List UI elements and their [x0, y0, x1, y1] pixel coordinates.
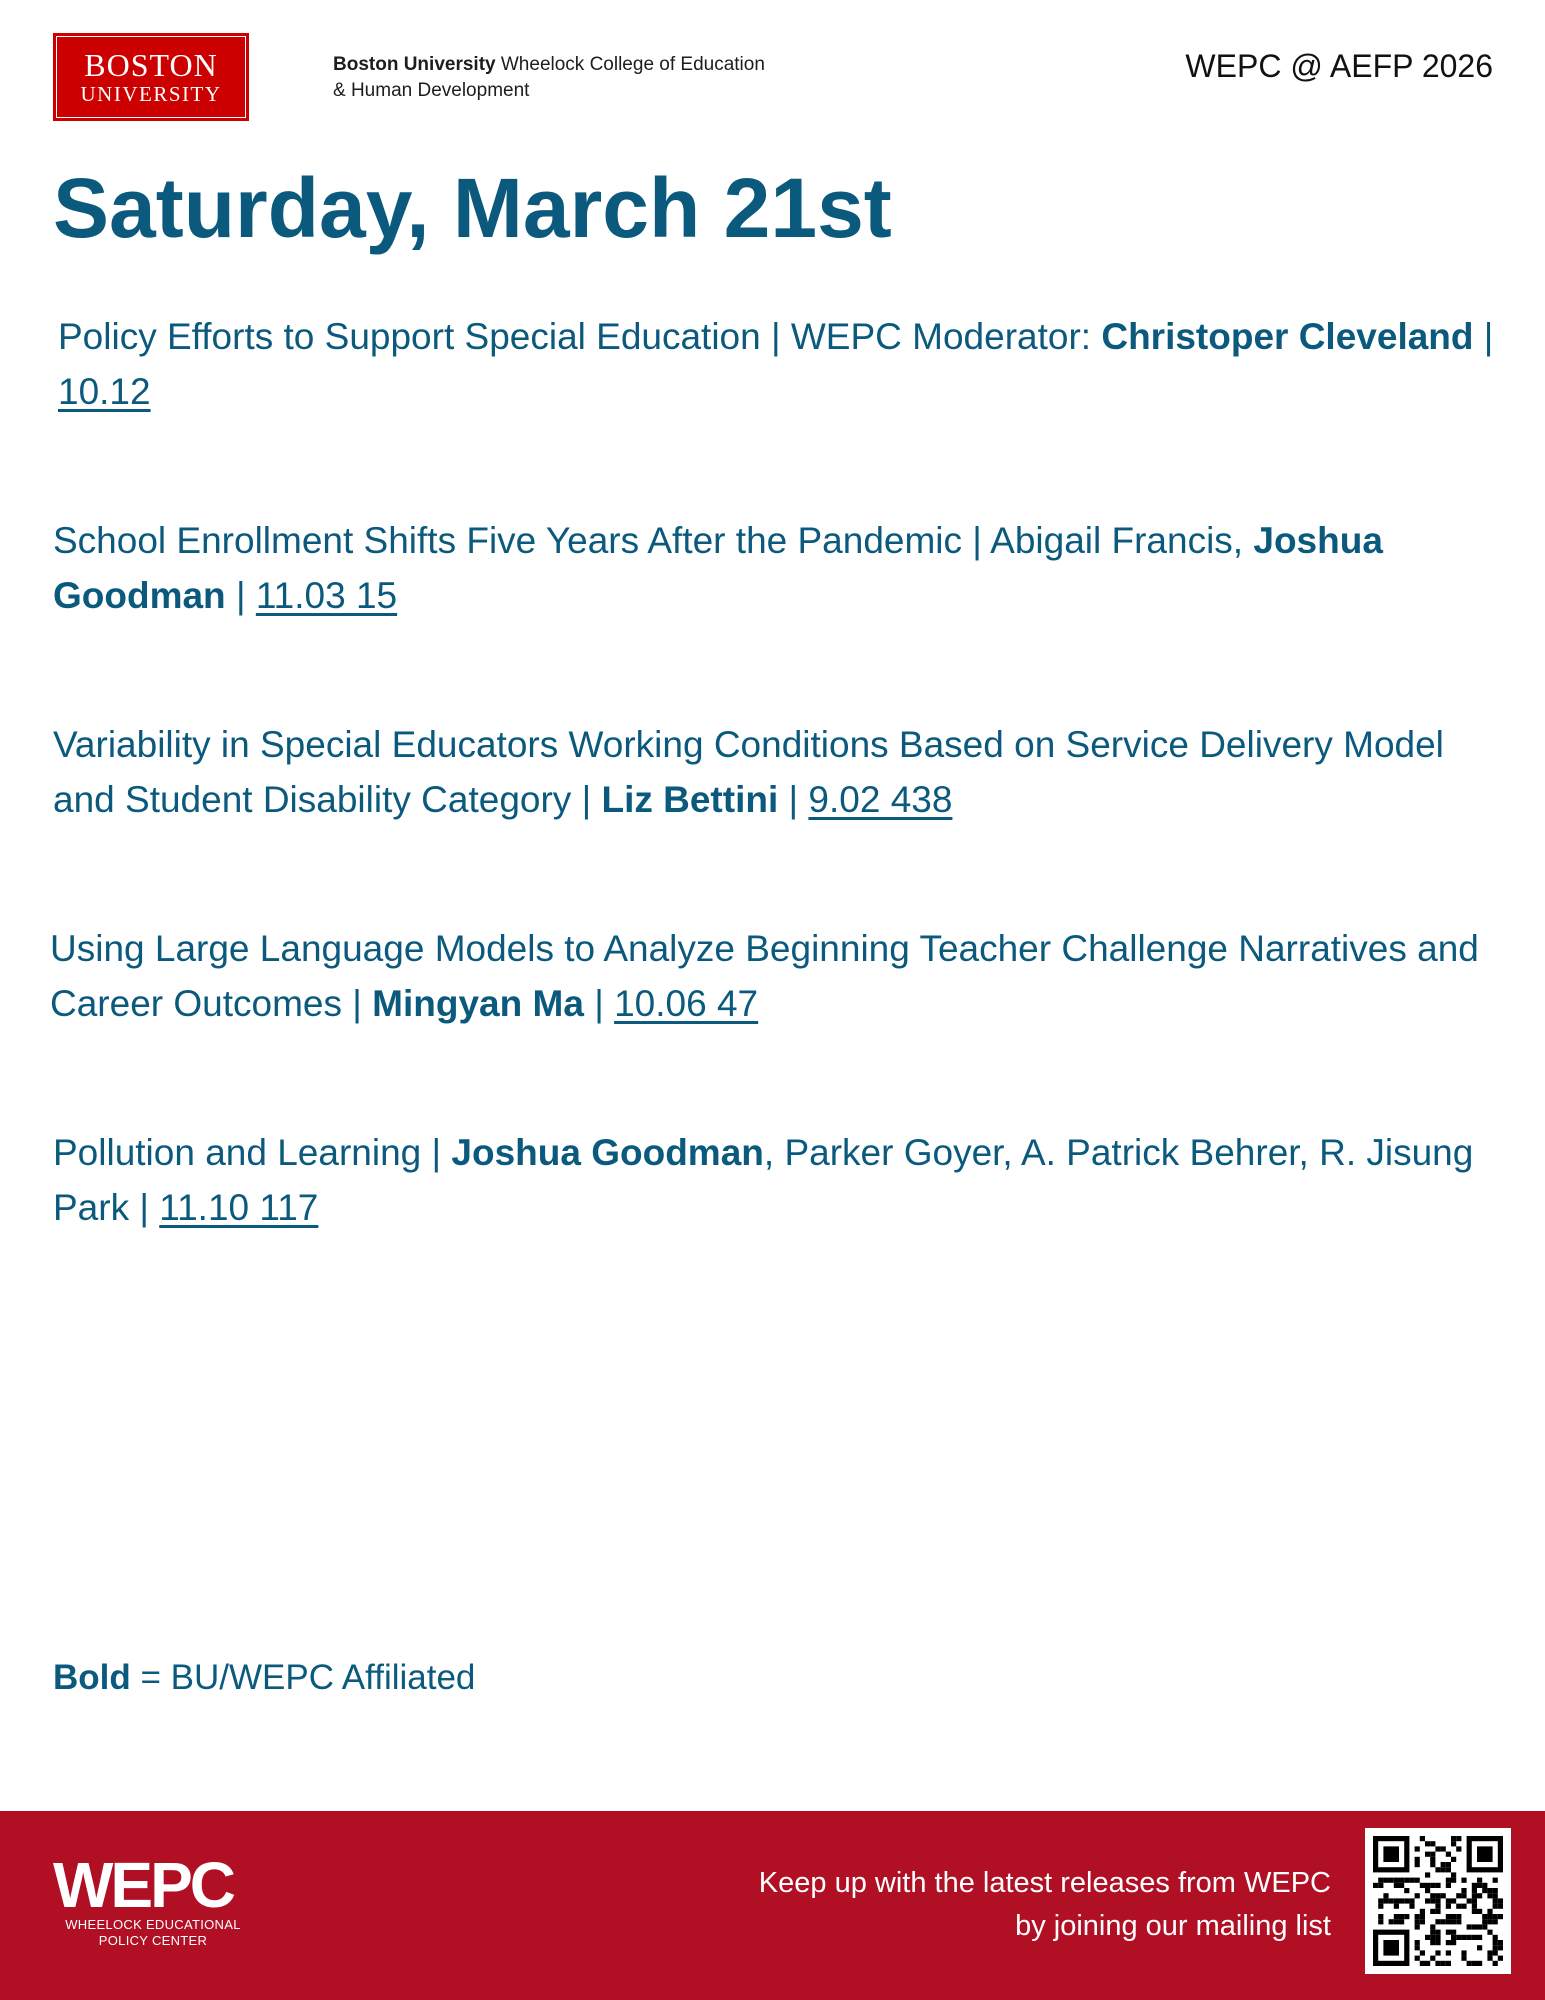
session-5 [53, 1125, 1493, 1235]
legend-text: = BU/WEPC Affiliated [130, 1658, 476, 1697]
wepc-logo-mark: WEPC [53, 1849, 233, 1921]
event-tag: WEPC @ AEFP 2026 [1185, 48, 1493, 84]
session-separator: | [129, 1187, 160, 1228]
session-affiliated-people: Christoper Cleveland [1101, 316, 1474, 357]
wepc-logo-sub2: POLICY CENTER [98, 1933, 208, 1948]
boston-university-logo [53, 33, 249, 121]
qr-code-icon[interactable] [1365, 1828, 1511, 1974]
session-affiliated-people: Joshua Goodman [53, 520, 1383, 616]
session-1 [58, 309, 1498, 419]
college-name-bold: Boston University [333, 54, 496, 75]
session-3 [53, 717, 1493, 827]
session-title: Variability in Special Educators Working Conditions Based on Service Delivery Model and Student Disability Category | [53, 724, 1444, 820]
legend [53, 1658, 475, 1698]
college-name-line2: & Human Development [333, 80, 530, 101]
college-name-rest: Wheelock College of Education [495, 54, 765, 75]
session-title: Pollution and Learning | [53, 1132, 452, 1173]
session-affiliated-people: Joshua Goodman [451, 1132, 764, 1173]
session-affiliated-people: Mingyan Ma [372, 983, 584, 1024]
session-separator: | [1473, 316, 1494, 357]
session-link[interactable]: 11.10 117 [159, 1187, 319, 1228]
footer [0, 1811, 1545, 2000]
page-title: Saturday, March 21st [53, 161, 892, 255]
session-link[interactable]: 10.12 [58, 371, 151, 412]
session-2 [53, 513, 1493, 623]
session-link[interactable]: 9.02 438 [808, 779, 953, 820]
bu-logo-line1: BOSTON [84, 47, 218, 83]
session-link[interactable]: 11.03 15 [255, 575, 398, 616]
wepc-logo-sub1: WHEELOCK EDUCATIONAL [65, 1917, 241, 1932]
session-separator: | [583, 983, 615, 1024]
session-affiliated-people: Liz Bettini [601, 779, 779, 820]
session-other-people: , Parker Goyer, A. Patrick Behrer, R. Jisung Park [53, 1132, 1474, 1228]
mailing-list-line1: Keep up with the latest releases from WEPC [758, 1867, 1331, 1899]
mailing-list-text [759, 1862, 1331, 1948]
session-separator: | [778, 779, 809, 820]
session-4 [50, 921, 1490, 1031]
session-title: Policy Efforts to Support Special Education | WEPC Moderator: [58, 316, 1102, 357]
mailing-list-line2: by joining our mailing list [1015, 1910, 1331, 1942]
wepc-logo [53, 1849, 253, 1949]
bu-logo-line2: UNIVERSITY [80, 82, 222, 106]
college-name [333, 52, 765, 104]
session-title: School Enrollment Shifts Five Years After the Pandemic | Abigail Francis, [53, 520, 1254, 561]
legend-bold-word: Bold [53, 1658, 131, 1697]
session-separator: | [225, 575, 256, 616]
session-link[interactable]: 10.06 47 [614, 983, 759, 1024]
session-title: Using Large Language Models to Analyze Beginning Teacher Challenge Narratives and Career Outcomes | [50, 928, 1479, 1024]
